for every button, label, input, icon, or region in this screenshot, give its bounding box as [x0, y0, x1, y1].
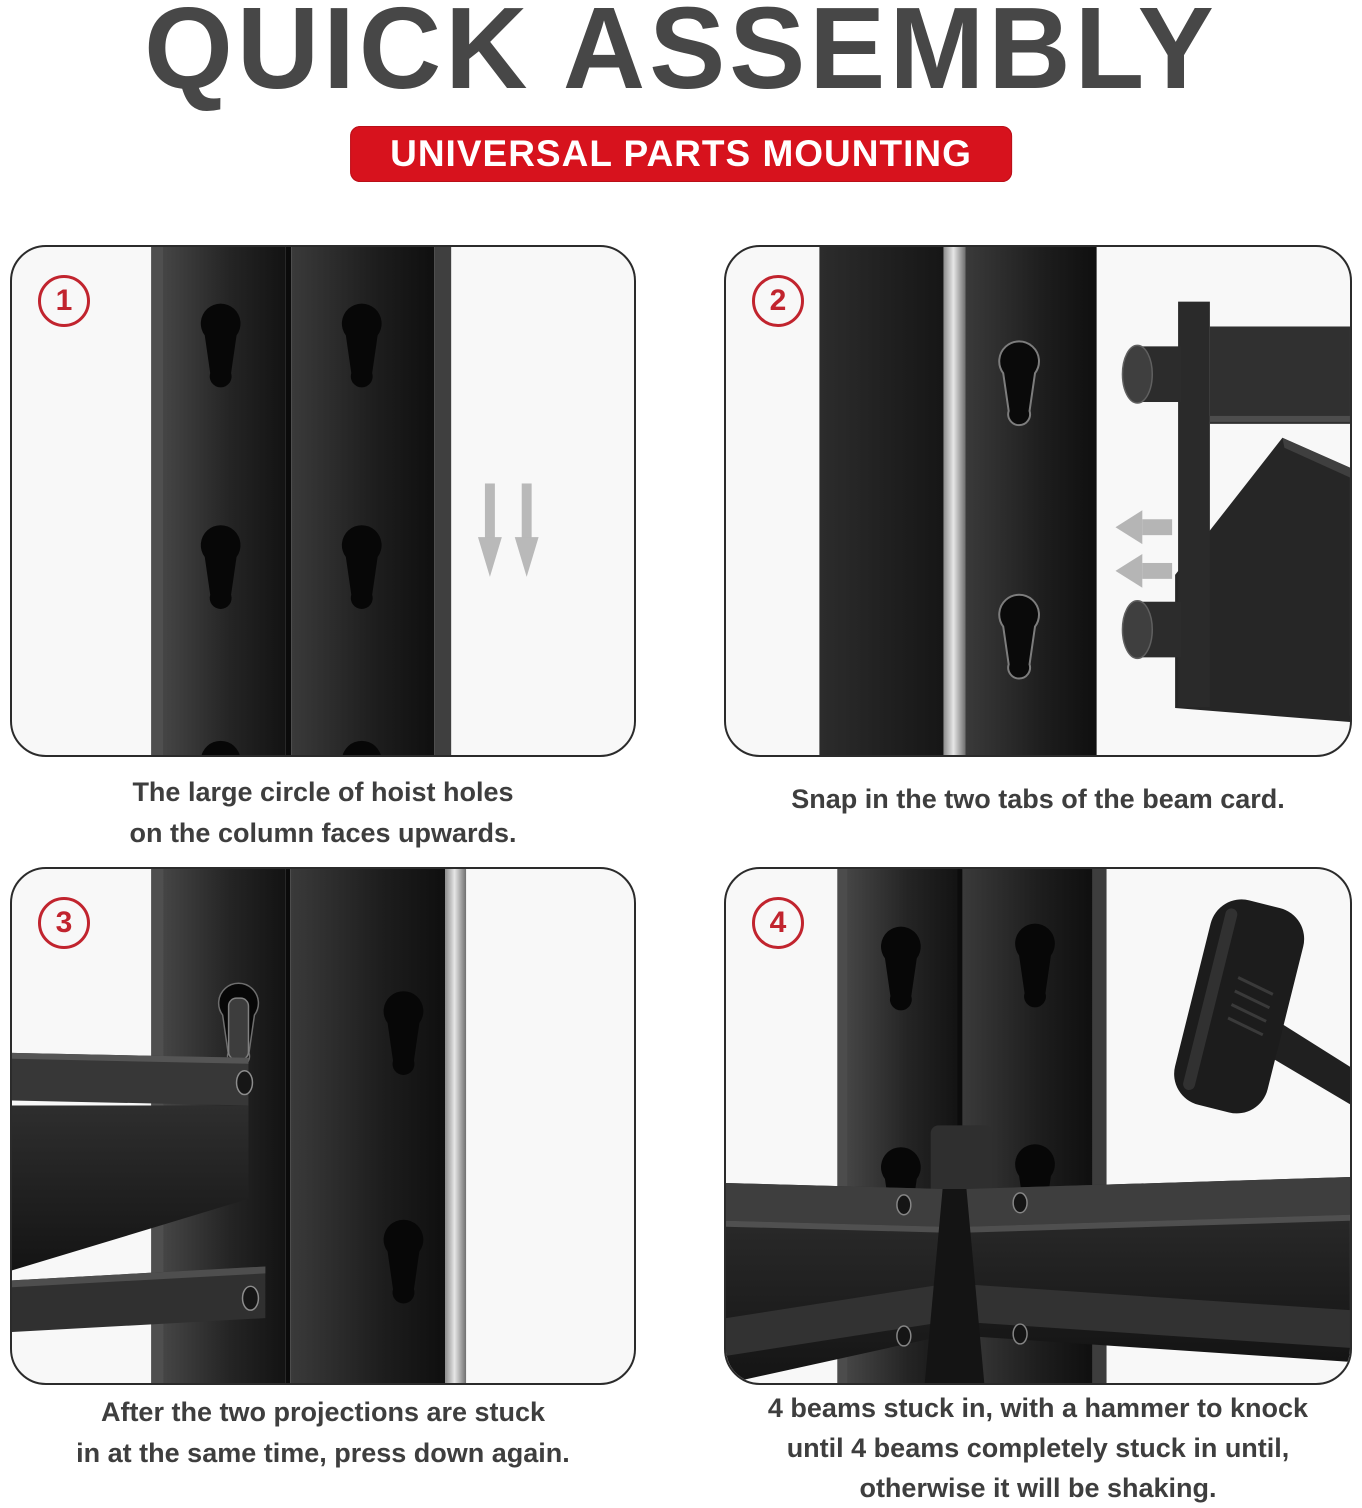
step-number: 4 [769, 906, 787, 939]
column-upright [819, 247, 1096, 756]
step-number-badge [752, 897, 804, 949]
caption-line: otherwise it will be shaking. [859, 1473, 1217, 1503]
right-shelf-beam [966, 1177, 1350, 1362]
step-3-panel [10, 867, 636, 1385]
step-4-caption [724, 1388, 1352, 1508]
step-number: 1 [55, 284, 73, 317]
shelf-beam [12, 1053, 265, 1332]
step-number-badge [38, 275, 90, 327]
column-upright [151, 247, 451, 756]
step-number-badge [752, 275, 804, 327]
caption-line: Snap in the two tabs of the beam card. [791, 784, 1285, 814]
caption-line: 4 beams stuck in, with a hammer to knock [767, 1393, 1309, 1423]
beam-card [1122, 302, 1350, 722]
caption-line: The large circle of hoist holes [132, 777, 514, 807]
illustration-step-4 [726, 869, 1350, 1384]
step-number: 2 [769, 284, 787, 317]
left-arrows-icon [1115, 510, 1172, 588]
step-3-caption [10, 1392, 636, 1474]
illustration-step-1 [12, 247, 634, 756]
mallet-icon [1167, 893, 1350, 1153]
corner-bracket [931, 1125, 993, 1197]
step-2-panel [724, 245, 1352, 757]
caption-line: until 4 beams completely stuck in until, [786, 1433, 1290, 1463]
step-number: 3 [55, 906, 73, 939]
beam-tab-pins [1122, 345, 1181, 658]
step-4-panel [724, 867, 1352, 1385]
illustration-step-2 [726, 247, 1350, 756]
down-arrows-icon [478, 483, 539, 576]
step-1-panel [10, 245, 636, 757]
step-2-caption [724, 779, 1352, 820]
step-1-caption [10, 772, 636, 854]
caption-line: on the column faces upwards. [129, 818, 517, 848]
caption-line: After the two projections are stuck [100, 1397, 546, 1427]
subtitle-banner-label: UNIVERSAL PARTS MOUNTING [390, 133, 972, 174]
step-number-badge [38, 897, 90, 949]
page-title: QUICK ASSEMBLY [144, 0, 1218, 114]
subtitle-banner [350, 126, 1012, 182]
illustration-step-3 [12, 869, 634, 1384]
beam-tab-in-keyhole [229, 998, 249, 1060]
caption-line: in at the same time, press down again. [76, 1438, 570, 1468]
